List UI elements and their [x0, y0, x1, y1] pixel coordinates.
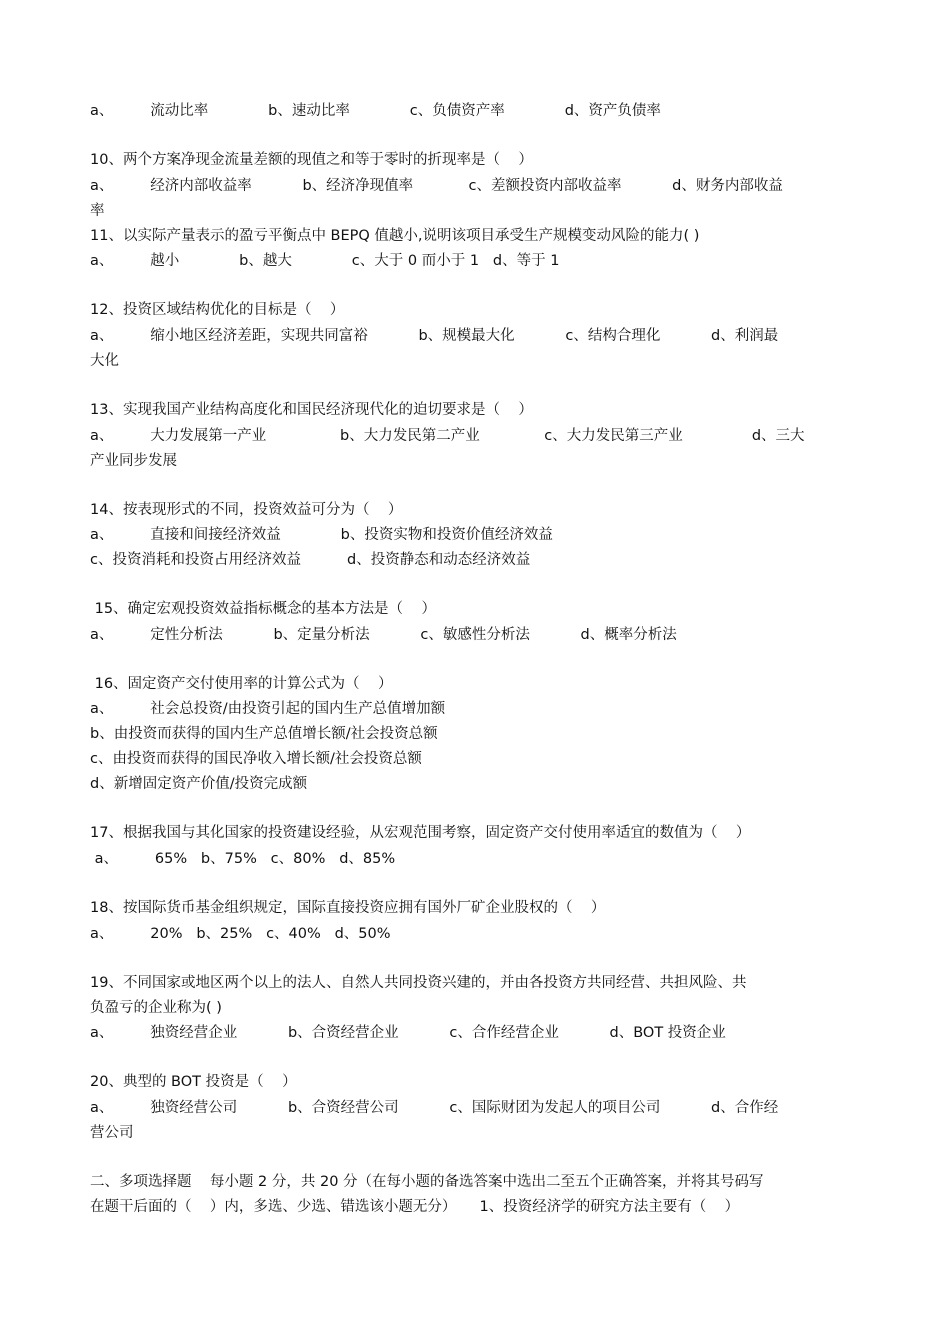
- q14-options-cd: c、投资消耗和投资占用经济效益 d、投资静态和动态经济效益: [90, 552, 531, 568]
- q14-options-ab: a、 直接和间接经济效益 b、投资实物和投资价值经济效益: [90, 527, 553, 543]
- q16-option-a: a、 社会总投资/由投资引起的国内生产总值增加额: [90, 701, 446, 717]
- q19-stem-wrap: 负盈亏的企业称为( ): [90, 1000, 222, 1016]
- q15-options: a、 定性分析法 b、定量分析法 c、敏感性分析法 d、概率分析法: [90, 627, 677, 643]
- q11-options: a、 越小 b、越大 c、大于 0 而小于 1 d、等于 1: [90, 253, 560, 269]
- section-2-heading-wrap: 在题干后面的（ ）内，多选、少选、错选该小题无分） 1、投资经济学的研究方法主要有（ ）: [90, 1199, 740, 1215]
- q16-stem: 16、固定资产交付使用率的计算公式为（ ）: [90, 676, 393, 692]
- q17-options: a、 65% b、75% c、80% d、85%: [90, 851, 396, 867]
- q16-option-c: c、由投资而获得的国民净收入增长额/社会投资总额: [90, 751, 422, 767]
- q11-stem: 11、以实际产量表示的盈亏平衡点中 BEPQ 值越小,说明该项目承受生产规模变动风险的能力( ): [90, 228, 700, 244]
- q15-stem: 15、确定宏观投资效益指标概念的基本方法是（ ）: [90, 601, 436, 617]
- q20-stem: 20、典型的 BOT 投资是（ ）: [90, 1074, 297, 1090]
- q10-stem: 10、两个方案净现金流量差额的现值之和等于零时的折现率是（ ）: [90, 152, 533, 168]
- q16-option-b: b、由投资而获得的国内生产总值增长额/社会投资总额: [90, 726, 438, 742]
- q9-options: a、 流动比率 b、速动比率 c、负债资产率 d、资产负债率: [90, 103, 661, 119]
- q13-options-wrap: 产业同步发展: [90, 453, 177, 469]
- q20-options: a、 独资经营公司 b、合资经营公司 c、国际财团为发起人的项目公司 d、合作经: [90, 1100, 779, 1116]
- q17-stem: 17、根据我国与其化国家的投资建设经验，从宏观范围考察，固定资产交付使用率适宜的数值为（ ）: [90, 825, 751, 841]
- q20-options-wrap: 营公司: [90, 1125, 134, 1141]
- q14-stem: 14、按表现形式的不同，投资效益可分为（ ）: [90, 502, 403, 518]
- q12-stem: 12、投资区域结构优化的目标是（ ）: [90, 302, 345, 318]
- q16-option-d: d、新增固定资产价值/投资完成额: [90, 776, 308, 792]
- q10-options: a、 经济内部收益率 b、经济净现值率 c、差额投资内部收益率 d、财务内部收益: [90, 178, 783, 194]
- q18-options: a、 20% b、25% c、40% d、50%: [90, 926, 391, 942]
- q13-options: a、 大力发展第一产业 b、大力发民第二产业 c、大力发民第三产业 d、三大: [90, 428, 805, 444]
- q10-options-wrap: 率: [90, 203, 105, 219]
- q18-stem: 18、按国际货币基金组织规定，国际直接投资应拥有国外厂矿企业股权的（ ）: [90, 900, 606, 916]
- q13-stem: 13、实现我国产业结构高度化和国民经济现代化的迫切要求是（ ）: [90, 402, 533, 418]
- q12-options-wrap: 大化: [90, 353, 119, 369]
- q19-stem: 19、不同国家或地区两个以上的法人、自然人共同投资兴建的，并由各投资方共同经营、共担风险、共: [90, 975, 747, 991]
- q12-options: a、 缩小地区经济差距，实现共同富裕 b、规模最大化 c、结构合理化 d、利润最: [90, 328, 779, 344]
- section-2-heading: 二、多项选择题 每小题 2 分，共 20 分（在每小题的备选答案中选出二至五个正确答案，并将其号码写: [90, 1174, 764, 1190]
- q19-options: a、 独资经营企业 b、合资经营企业 c、合作经营企业 d、BOT 投资企业: [90, 1025, 726, 1041]
